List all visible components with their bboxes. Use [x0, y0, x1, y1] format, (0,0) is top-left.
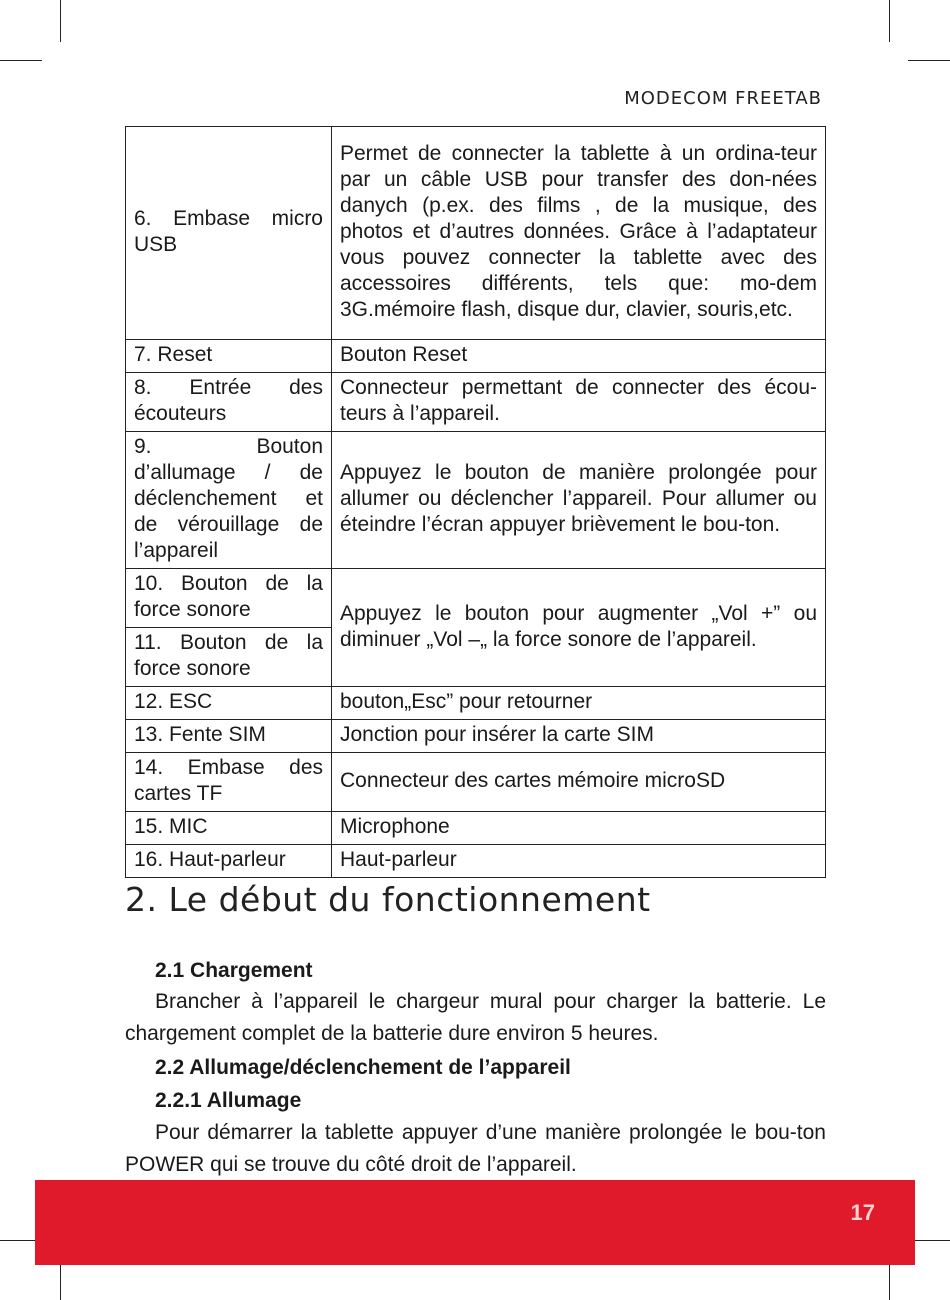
- subsection-heading: 2.2.1 Allumage: [155, 1089, 302, 1112]
- table-cell-desc: Appuyez le bouton pour augmenter „Vol +” ou diminuer „Vol –„ la force sonore de l’appareil.: [332, 569, 826, 687]
- crop-mark: [908, 60, 950, 61]
- table-cell-desc: Connecteur des cartes mémoire microSD: [332, 753, 826, 812]
- table-row: [126, 569, 826, 628]
- table-row: [126, 340, 826, 373]
- table-cell-desc: Haut-parleur: [332, 845, 826, 878]
- table-cell-desc: Appuyez le bouton de manière prolongée pour allumer ou déclencher l’appareil. Pour allumer ou éteindre l’écran appuyer brièvement le bou-ton.: [332, 432, 826, 569]
- footer-bar: [35, 1180, 915, 1265]
- table-cell-label: 9. Bouton d’allumage / de déclenchement et de vérouillage de l’appareil: [126, 432, 332, 569]
- connector-table: [125, 126, 826, 878]
- header-brand: MODECOM FREETAB: [624, 88, 822, 109]
- table-cell-label: 16. Haut-parleur: [126, 845, 332, 878]
- table-cell-desc: Connecteur permettant de connecter des écou-teurs à l’appareil.: [332, 373, 826, 432]
- section-heading: 2. Le début du fonctionnement: [125, 880, 651, 919]
- table-cell-label: 10. Bouton de la force sonore: [126, 569, 332, 628]
- table-cell-desc: bouton„Esc” pour retourner: [332, 687, 826, 720]
- crop-mark: [889, 0, 890, 42]
- body-paragraph: Pour démarrer la tablette appuyer d’une manière prolongée le bou-ton POWER qui se trouve du côté droit de l’appareil.: [125, 1121, 826, 1176]
- table-row: [126, 687, 826, 720]
- table-row: [126, 812, 826, 845]
- table-row: [126, 753, 826, 812]
- body-paragraph: Brancher à l’appareil le chargeur mural pour charger la batterie. Le chargement complet de la batterie dure environ 5 heures.: [125, 990, 826, 1045]
- table-cell-label: 11. Bouton de la force sonore: [126, 628, 332, 687]
- table-row: [126, 432, 826, 569]
- table-cell-desc: Bouton Reset: [332, 340, 826, 373]
- table-row: [126, 127, 826, 340]
- table-cell-desc: Permet de connecter la tablette à un ordina-teur par un câble USB pour transfer des don-nées danych (p.ex. des films , de la musique, des photos et d’autres données. Grâce à l’adaptateur vous pouvez connecter la tablette avec des accessoires différents, tels que: mo-dem 3G.mémoire flash, disque dur, clavier, souris,etc.: [332, 127, 826, 340]
- table-row: [126, 373, 826, 432]
- table-row: [126, 720, 826, 753]
- table-cell-label: 6. Embase micro USB: [126, 127, 332, 340]
- table-cell-label: 12. ESC: [126, 687, 332, 720]
- crop-mark: [0, 60, 42, 61]
- table-cell-label: 13. Fente SIM: [126, 720, 332, 753]
- subsection-heading: 2.2 Allumage/déclenchement de l’appareil: [155, 1056, 571, 1079]
- table-cell-label: 7. Reset: [126, 340, 332, 373]
- table-row: [126, 845, 826, 878]
- subsection-heading: 2.1 Chargement: [155, 959, 313, 982]
- table-cell-desc: Microphone: [332, 812, 826, 845]
- table-cell-label: 8. Entrée des écouteurs: [126, 373, 332, 432]
- table-cell-label: 15. MIC: [126, 812, 332, 845]
- page-number: 17: [850, 1200, 875, 1225]
- table-cell-desc: Jonction pour insérer la carte SIM: [332, 720, 826, 753]
- crop-mark: [60, 0, 61, 42]
- table-cell-label: 14. Embase des cartes TF: [126, 753, 332, 812]
